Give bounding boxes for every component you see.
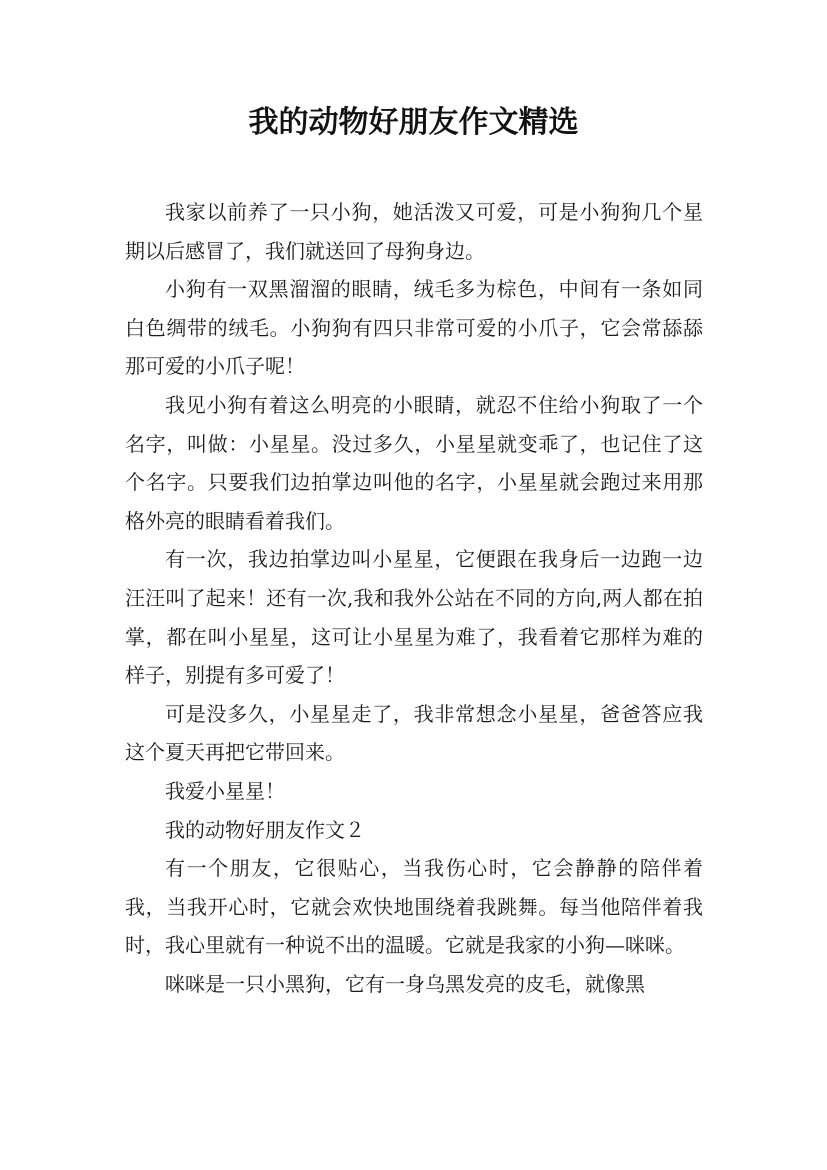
paragraph: 可是没多久，小星星走了，我非常想念小星星，爸爸答应我这个夏天再把它带回来。 (125, 701, 703, 765)
paragraph: 我见小狗有着这么明亮的小眼睛，就忍不住给小狗取了一个名字，叫做：小星星。没过多久，小星星就变乖了，也记住了这个名字。只要我们边拍掌边叫他的名字，小星星就会跑过来用那格外亮的眼睛看着我们。 (125, 392, 703, 533)
paragraph: 有一次，我边拍掌边叫小星星，它便跟在我身后一边跑一边汪汪叫了起来！还有一次,我和我外公站在不同的方向,两人都在拍掌，都在叫小星星，这可让小星星为难了，我看着它那样为难的样子，别提有多可爱了！ (125, 547, 703, 688)
paragraph: 我家以前养了一只小狗，她活泼又可爱，可是小狗狗几个星期以后感冒了，我们就送回了母狗身边。 (125, 200, 703, 263)
paragraph: 咪咪是一只小黑狗，它有一身乌黑发亮的皮毛，就像黑 (165, 971, 645, 996)
paragraph: 我爱小星星！ (165, 778, 285, 803)
document-title: 我的动物好朋友作文精选 (248, 105, 579, 140)
paragraph: 小狗有一双黑溜溜的眼睛，绒毛多为棕色，中间有一条如同白色绸带的绒毛。小狗狗有四只非常可爱的小爪子，它会常舔舔那可爱的小爪子呢！ (125, 277, 703, 379)
document-body (125, 193, 703, 1003)
paragraph: 有一个朋友，它很贴心，当我伤心时，它会静静的陪伴着我，当我开心时，它就会欢快地围绕着我跳舞。每当他陪伴着我时，我心里就有一种说不出的温暖。它就是我家的小狗—咪咪。 (125, 856, 703, 958)
section-heading: 我的动物好朋友作文２ (165, 817, 365, 842)
